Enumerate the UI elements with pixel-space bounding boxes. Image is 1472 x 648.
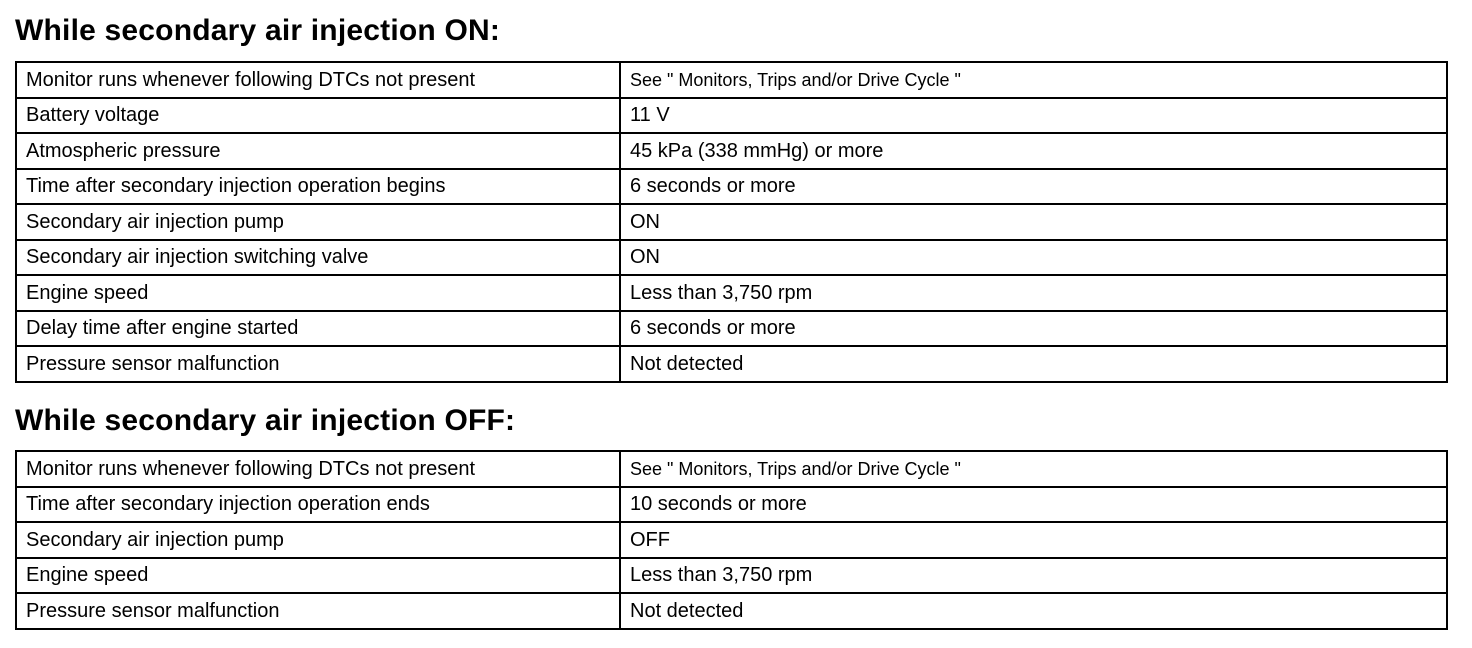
table-row bbox=[16, 311, 1447, 347]
condition-value: Not detected bbox=[620, 593, 1447, 629]
table-row bbox=[16, 169, 1447, 205]
table-row bbox=[16, 487, 1447, 523]
condition-value: See " Monitors, Trips and/or Drive Cycle " bbox=[620, 451, 1447, 487]
table-row bbox=[16, 275, 1447, 311]
table-row bbox=[16, 204, 1447, 240]
conditions-table-off bbox=[15, 450, 1448, 630]
table-row bbox=[16, 240, 1447, 276]
condition-value: Less than 3,750 rpm bbox=[620, 558, 1447, 594]
condition-item: Time after secondary injection operation ends bbox=[16, 487, 620, 523]
condition-item: Time after secondary injection operation begins bbox=[16, 169, 620, 205]
condition-item: Pressure sensor malfunction bbox=[16, 593, 620, 629]
condition-item: Engine speed bbox=[16, 558, 620, 594]
table-row bbox=[16, 558, 1447, 594]
condition-value: Less than 3,750 rpm bbox=[620, 275, 1447, 311]
condition-value: Not detected bbox=[620, 346, 1447, 382]
condition-item: Secondary air injection switching valve bbox=[16, 240, 620, 276]
condition-value: 10 seconds or more bbox=[620, 487, 1447, 523]
condition-value: ON bbox=[620, 240, 1447, 276]
conditions-table-on bbox=[15, 61, 1448, 383]
condition-value: 11 V bbox=[620, 98, 1447, 134]
condition-item: Engine speed bbox=[16, 275, 620, 311]
table-row bbox=[16, 346, 1447, 382]
condition-value: OFF bbox=[620, 522, 1447, 558]
section-heading-off: While secondary air injection OFF: bbox=[15, 404, 516, 437]
table-row bbox=[16, 451, 1447, 487]
table-row bbox=[16, 98, 1447, 134]
condition-item: Monitor runs whenever following DTCs not present bbox=[16, 62, 620, 98]
table-row bbox=[16, 133, 1447, 169]
condition-value: 6 seconds or more bbox=[620, 169, 1447, 205]
condition-item: Secondary air injection pump bbox=[16, 522, 620, 558]
condition-item: Pressure sensor malfunction bbox=[16, 346, 620, 382]
condition-value: 45 kPa (338 mmHg) or more bbox=[620, 133, 1447, 169]
condition-value: 6 seconds or more bbox=[620, 311, 1447, 347]
condition-item: Atmospheric pressure bbox=[16, 133, 620, 169]
condition-item: Battery voltage bbox=[16, 98, 620, 134]
section-heading-on: While secondary air injection ON: bbox=[15, 14, 501, 47]
condition-value: ON bbox=[620, 204, 1447, 240]
condition-item: Secondary air injection pump bbox=[16, 204, 620, 240]
table-row bbox=[16, 593, 1447, 629]
condition-value: See " Monitors, Trips and/or Drive Cycle " bbox=[620, 62, 1447, 98]
condition-item: Delay time after engine started bbox=[16, 311, 620, 347]
condition-item: Monitor runs whenever following DTCs not present bbox=[16, 451, 620, 487]
table-row bbox=[16, 62, 1447, 98]
table-row bbox=[16, 522, 1447, 558]
